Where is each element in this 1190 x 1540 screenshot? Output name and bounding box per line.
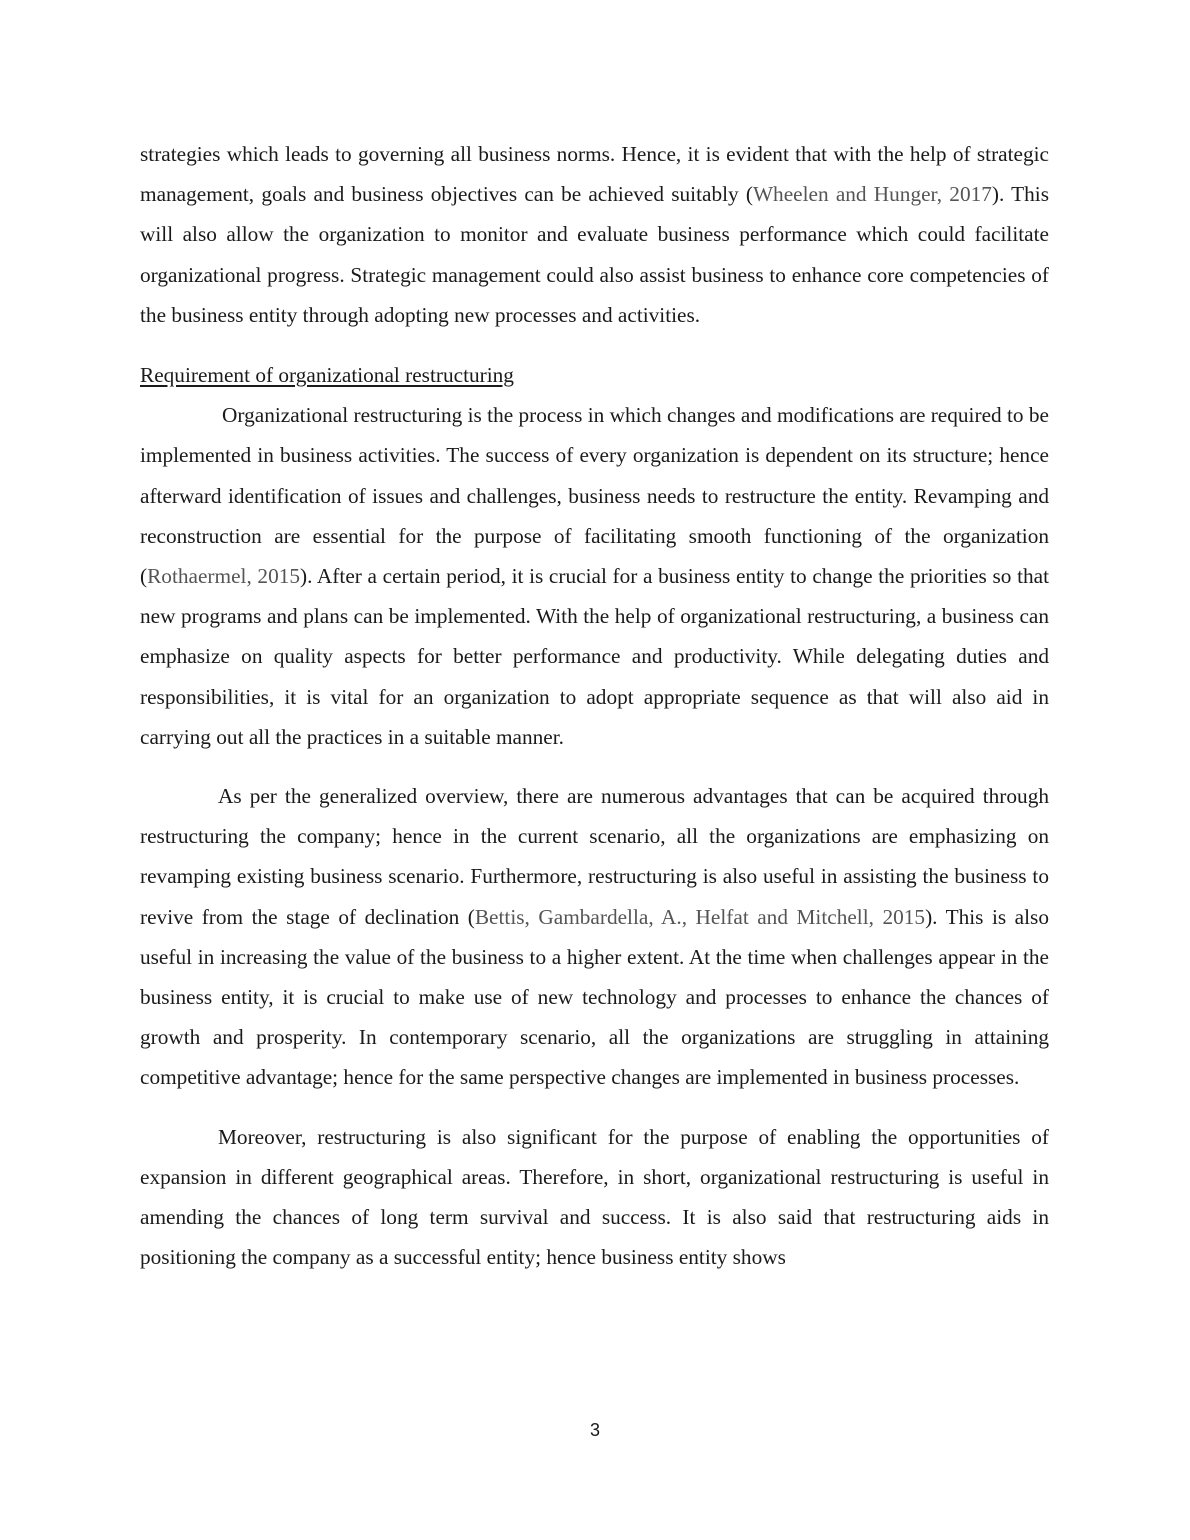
body-paragraph-2 [140,395,1049,757]
citation-wheelen-hunger: Wheelen and Hunger, 2017 [752,182,992,207]
citation-rothaermel: Rothaermel, 2015 [147,564,301,589]
paragraph-2-text-a: Organizational restructuring is the process in which changes and modifications are required to be implemented in business activities. The success of every organization is dependent on its structure; hence afterward identification of issues and challenges, business needs to restructure the entity. Revamping and reconstruction are essential for the purpose of facilitating smooth functioning of the organization ( [140,403,1049,589]
citation-bettis-et-al: Bettis, Gambardella, A., Helfat and Mitchell, 2015 [474,904,926,929]
document-page [140,134,1049,1277]
body-paragraph-3 [140,776,1049,1098]
paragraph-1-text-a: strategies which leads to governing all business norms. Hence, it is evident that with the help of strategic management, goals and business objectives can be achieved suitably ( [140,142,1049,207]
paragraph-2-text-b: ). After a certain period, it is crucial for a business entity to change the priorities so that new programs and plans can be implemented. With the help of organizational restructuring, a business can emphasize on quality aspects for better performance and productivity. While delegating duties and responsibilities, it is vital for an organization to adopt appropriate sequence as that will also aid in carrying out all the practices in a suitable manner. [140,564,1050,749]
section-heading: Requirement of organizational restructuring [140,363,514,388]
body-paragraph-1 [140,134,1049,335]
paragraph-1-text-b: ). This will also allow the organization to monitor and evaluate business performance which could facilitate organizational progress. Strategic management could also assist business to enhance core competencies of the business entity through adopting new processes and activities. [140,182,1049,327]
paragraph-3-text-a: As per the generalized overview, there are numerous advantages that can be acquired through restructuring the company; hence in the current scenario, all the organizations are emphasizing on revamping existing business scenario. Furthermore, restructuring is also useful in assisting the business to revive from the stage of declination ( [140,784,1049,929]
body-paragraph-4 [140,1117,1049,1278]
paragraph-3-text-b: ). This is also useful in increasing the value of the business to a higher extent. At the time when challenges appear in the business entity, it is crucial to make use of new technology and processes to enhance the chances of growth and prosperity. In contemporary scenario, all the organizations are struggling in attaining competitive advantage; hence for the same perspective changes are implemented in business processes. [140,904,1049,1090]
paragraph-4-text-a: Moreover, restructuring is also significant for the purpose of enabling the opportunities of expansion in different geographical areas. Therefore, in short, organizational restructuring is useful in amending the chances of long term survival and success. It is also said that restructuring aids in positioning the company as a successful entity; hence business entity shows [140,1124,1049,1270]
page-number: 3 [589,1420,600,1440]
